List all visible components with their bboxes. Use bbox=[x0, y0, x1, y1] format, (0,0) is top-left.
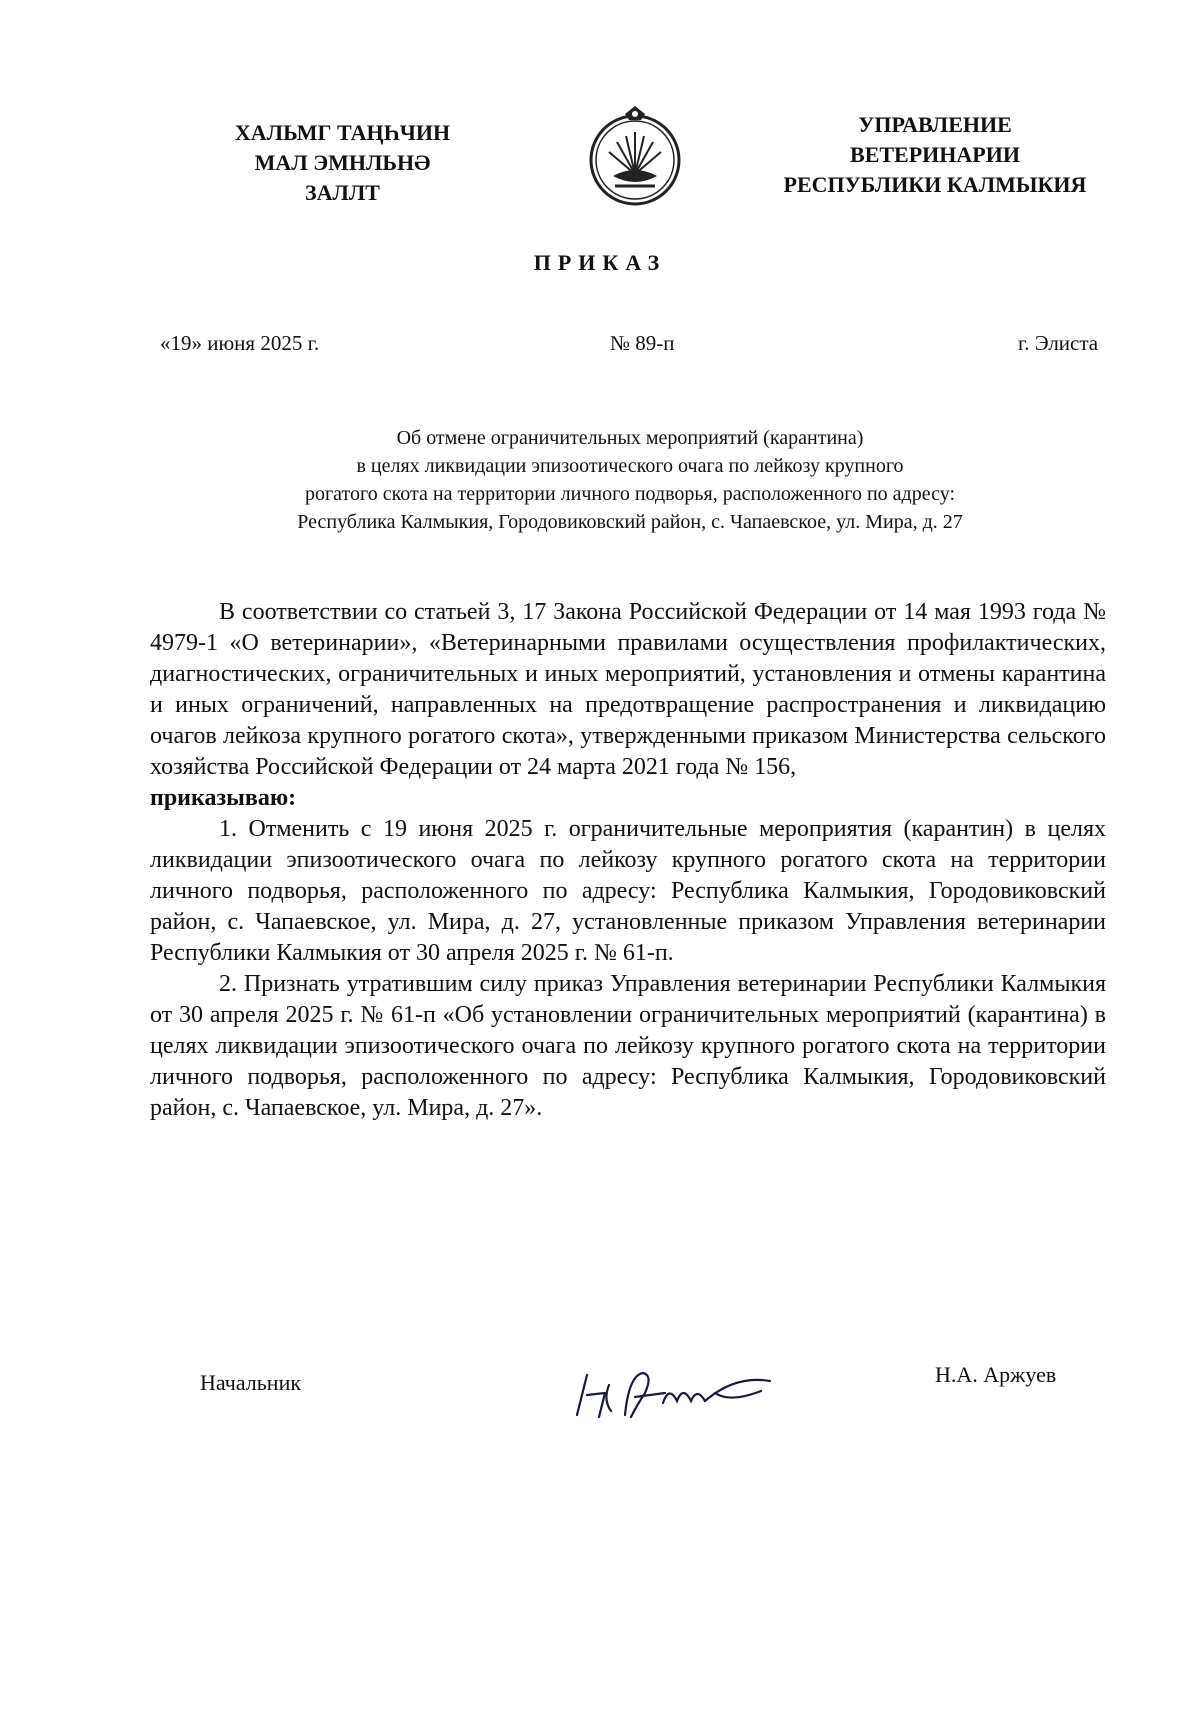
header-right-org bbox=[745, 110, 1125, 200]
subject-line: рогатого скота на территории личного подворья, расположенного по адресу: bbox=[304, 483, 956, 505]
order-subject bbox=[150, 424, 1110, 536]
handwritten-signature-icon bbox=[565, 1345, 785, 1435]
order-item-1: 1. Отменить с 19 июня 2025 г. ограничительные мероприятия (карантин) в целях ликвидации эпизоотического очага по лейкозу крупного рогатого скота на территории личного подворья, расположенного по адресу: Республика Калмыкия, Городовиковский район, с. Чапаевское, ул. Мира, д. 27, установленные приказом Управления ветеринарии Республики Калмыкия от 30 апреля 2025 г. № 61-п. bbox=[150, 816, 1106, 966]
header-left-line: ЗАЛЛТ bbox=[305, 180, 380, 205]
order-date: «19» июня 2025 г. bbox=[160, 331, 320, 355]
header-right-line: УПРАВЛЕНИЕ bbox=[858, 112, 1012, 137]
subject-line: Об отмене ограничительных мероприятий (карантина) bbox=[396, 427, 864, 449]
header-left-line: МАЛ ЭМНЛЬНӘ bbox=[254, 150, 431, 175]
signatory-name: Н.А. Аржуев bbox=[935, 1362, 1057, 1387]
order-item-2: 2. Признать утратившим силу приказ Управления ветеринарии Республики Калмыкия от 30 апреля 2025 г. № 61-п «Об установлении ограничительных мероприятий (карантина) в целях ликвидации эпизоотического очага по лейкозу крупного рогатого скота на территории личного подворья, расположенного по адресу: Республика Калмыкия, Городовиковский район, с. Чапаевское, ул. Мира, д. 27». bbox=[150, 971, 1106, 1121]
order-word: приказываю: bbox=[150, 785, 297, 811]
order-body bbox=[150, 597, 1106, 1124]
subject-line: в целях ликвидации эпизоотического очага по лейкозу крупного bbox=[356, 455, 904, 477]
document-title: ПРИКАЗ bbox=[533, 250, 667, 275]
header-right-line: ВЕТЕРИНАРИИ bbox=[850, 142, 1020, 167]
header-left-org bbox=[215, 118, 470, 208]
kalmykia-emblem-icon bbox=[585, 102, 685, 212]
header-left-line: ХАЛЬМГ ТАҢҺЧИН bbox=[234, 120, 451, 145]
preamble-paragraph: В соответствии со статьей 3, 17 Закона Российской Федерации от 14 мая 1993 года № 4979-1 «О ветеринарии», «Ветеринарными правилами осуществления профилактических, диагностических, ограничительных и иных мероприятий, установления и отмены карантина и иных ограничений, направленных на предотвращение распространения и ликвидацию очагов лейкоза крупного рогатого скота», утвержденными приказом Министерства сельского хозяйства Российской Федерации от 24 марта 2021 года № 156, bbox=[150, 599, 1106, 780]
signatory-position: Начальник bbox=[200, 1370, 302, 1395]
header-right-line: РЕСПУБЛИКИ КАЛМЫКИЯ bbox=[783, 172, 1087, 197]
order-city: г. Элиста bbox=[1018, 331, 1099, 355]
subject-line: Республика Калмыкия, Городовиковский район, с. Чапаевское, ул. Мира, д. 27 bbox=[297, 511, 963, 533]
order-number: № 89-п bbox=[610, 331, 675, 355]
